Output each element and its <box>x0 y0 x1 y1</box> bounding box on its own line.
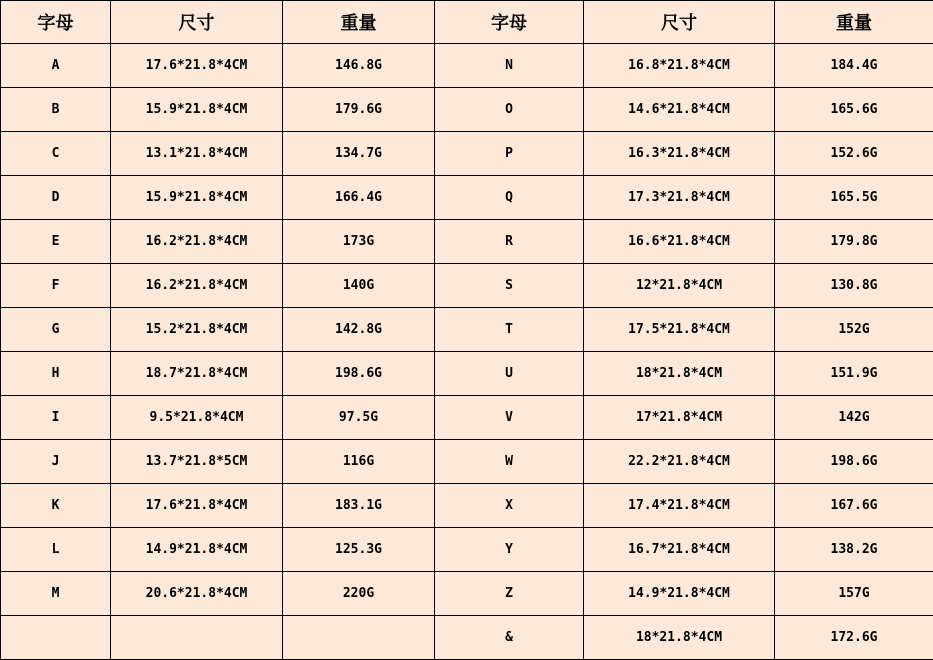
letter-cell: P <box>435 132 584 176</box>
weight-cell: 130.8G <box>775 264 933 308</box>
size-cell: 17.3*21.8*4CM <box>584 176 775 220</box>
table-row <box>1 528 933 572</box>
weight-cell: 165.6G <box>775 88 933 132</box>
table-row <box>1 352 933 396</box>
weight-cell: 172.6G <box>775 616 933 660</box>
table-row <box>1 44 933 88</box>
table-row <box>1 440 933 484</box>
letter-cell: D <box>1 176 111 220</box>
table-row <box>1 308 933 352</box>
size-cell: 14.6*21.8*4CM <box>584 88 775 132</box>
weight-cell: 179.6G <box>283 88 435 132</box>
weight-cell: 134.7G <box>283 132 435 176</box>
table-row <box>1 88 933 132</box>
size-cell: 17.5*21.8*4CM <box>584 308 775 352</box>
letter-cell: G <box>1 308 111 352</box>
header-letter: 字母 <box>1 1 111 44</box>
table-row <box>1 264 933 308</box>
header-size: 尺寸 <box>111 1 283 44</box>
size-cell: 20.6*21.8*4CM <box>111 572 283 616</box>
letter-cell: K <box>1 484 111 528</box>
size-cell: 12*21.8*4CM <box>584 264 775 308</box>
weight-cell: 166.4G <box>283 176 435 220</box>
size-cell: 16.7*21.8*4CM <box>584 528 775 572</box>
size-cell: 16.2*21.8*4CM <box>111 264 283 308</box>
size-cell: 18*21.8*4CM <box>584 352 775 396</box>
letter-cell: U <box>435 352 584 396</box>
letter-cell: A <box>1 44 111 88</box>
weight-cell: 152.6G <box>775 132 933 176</box>
table-body <box>1 44 933 660</box>
size-cell: 18*21.8*4CM <box>584 616 775 660</box>
table-row <box>1 484 933 528</box>
letter-cell: & <box>435 616 584 660</box>
table-row <box>1 616 933 660</box>
size-cell: 15.9*21.8*4CM <box>111 176 283 220</box>
weight-cell: 152G <box>775 308 933 352</box>
size-cell: 16.2*21.8*4CM <box>111 220 283 264</box>
header-size: 尺寸 <box>584 1 775 44</box>
table-row <box>1 396 933 440</box>
letter-cell: E <box>1 220 111 264</box>
weight-cell: 167.6G <box>775 484 933 528</box>
letter-cell: L <box>1 528 111 572</box>
letter-cell: F <box>1 264 111 308</box>
weight-cell: 125.3G <box>283 528 435 572</box>
letter-cell: N <box>435 44 584 88</box>
weight-cell: 142G <box>775 396 933 440</box>
weight-cell: 142.8G <box>283 308 435 352</box>
header-row <box>1 1 933 44</box>
size-cell: 17*21.8*4CM <box>584 396 775 440</box>
size-cell: 22.2*21.8*4CM <box>584 440 775 484</box>
letter-cell: M <box>1 572 111 616</box>
weight-cell: 146.8G <box>283 44 435 88</box>
letter-cell: C <box>1 132 111 176</box>
weight-cell <box>283 616 435 660</box>
weight-cell: 198.6G <box>775 440 933 484</box>
letter-cell: S <box>435 264 584 308</box>
size-cell: 16.8*21.8*4CM <box>584 44 775 88</box>
size-cell: 14.9*21.8*4CM <box>584 572 775 616</box>
weight-cell: 165.5G <box>775 176 933 220</box>
size-cell: 18.7*21.8*4CM <box>111 352 283 396</box>
letter-cell: H <box>1 352 111 396</box>
letter-cell: O <box>435 88 584 132</box>
letter-cell <box>1 616 111 660</box>
letter-cell: I <box>1 396 111 440</box>
weight-cell: 184.4G <box>775 44 933 88</box>
weight-cell: 183.1G <box>283 484 435 528</box>
size-cell: 17.6*21.8*4CM <box>111 484 283 528</box>
size-cell: 16.6*21.8*4CM <box>584 220 775 264</box>
size-cell: 13.7*21.8*5CM <box>111 440 283 484</box>
weight-cell: 157G <box>775 572 933 616</box>
letter-cell: Z <box>435 572 584 616</box>
size-cell: 14.9*21.8*4CM <box>111 528 283 572</box>
size-cell: 15.2*21.8*4CM <box>111 308 283 352</box>
letter-cell: J <box>1 440 111 484</box>
size-cell <box>111 616 283 660</box>
weight-cell: 179.8G <box>775 220 933 264</box>
size-cell: 9.5*21.8*4CM <box>111 396 283 440</box>
letter-cell: V <box>435 396 584 440</box>
header-letter: 字母 <box>435 1 584 44</box>
weight-cell: 173G <box>283 220 435 264</box>
size-cell: 15.9*21.8*4CM <box>111 88 283 132</box>
letter-cell: T <box>435 308 584 352</box>
table-row <box>1 572 933 616</box>
letter-cell: Y <box>435 528 584 572</box>
weight-cell: 220G <box>283 572 435 616</box>
table-row <box>1 176 933 220</box>
size-cell: 16.3*21.8*4CM <box>584 132 775 176</box>
table-row <box>1 220 933 264</box>
table-row <box>1 132 933 176</box>
letter-cell: Q <box>435 176 584 220</box>
weight-cell: 198.6G <box>283 352 435 396</box>
letter-cell: R <box>435 220 584 264</box>
weight-cell: 140G <box>283 264 435 308</box>
letter-cell: B <box>1 88 111 132</box>
header-weight: 重量 <box>283 1 435 44</box>
weight-cell: 116G <box>283 440 435 484</box>
letter-cell: W <box>435 440 584 484</box>
weight-cell: 138.2G <box>775 528 933 572</box>
letter-cell: X <box>435 484 584 528</box>
weight-cell: 151.9G <box>775 352 933 396</box>
size-cell: 13.1*21.8*4CM <box>111 132 283 176</box>
size-cell: 17.4*21.8*4CM <box>584 484 775 528</box>
header-weight: 重量 <box>775 1 933 44</box>
weight-cell: 97.5G <box>283 396 435 440</box>
size-cell: 17.6*21.8*4CM <box>111 44 283 88</box>
